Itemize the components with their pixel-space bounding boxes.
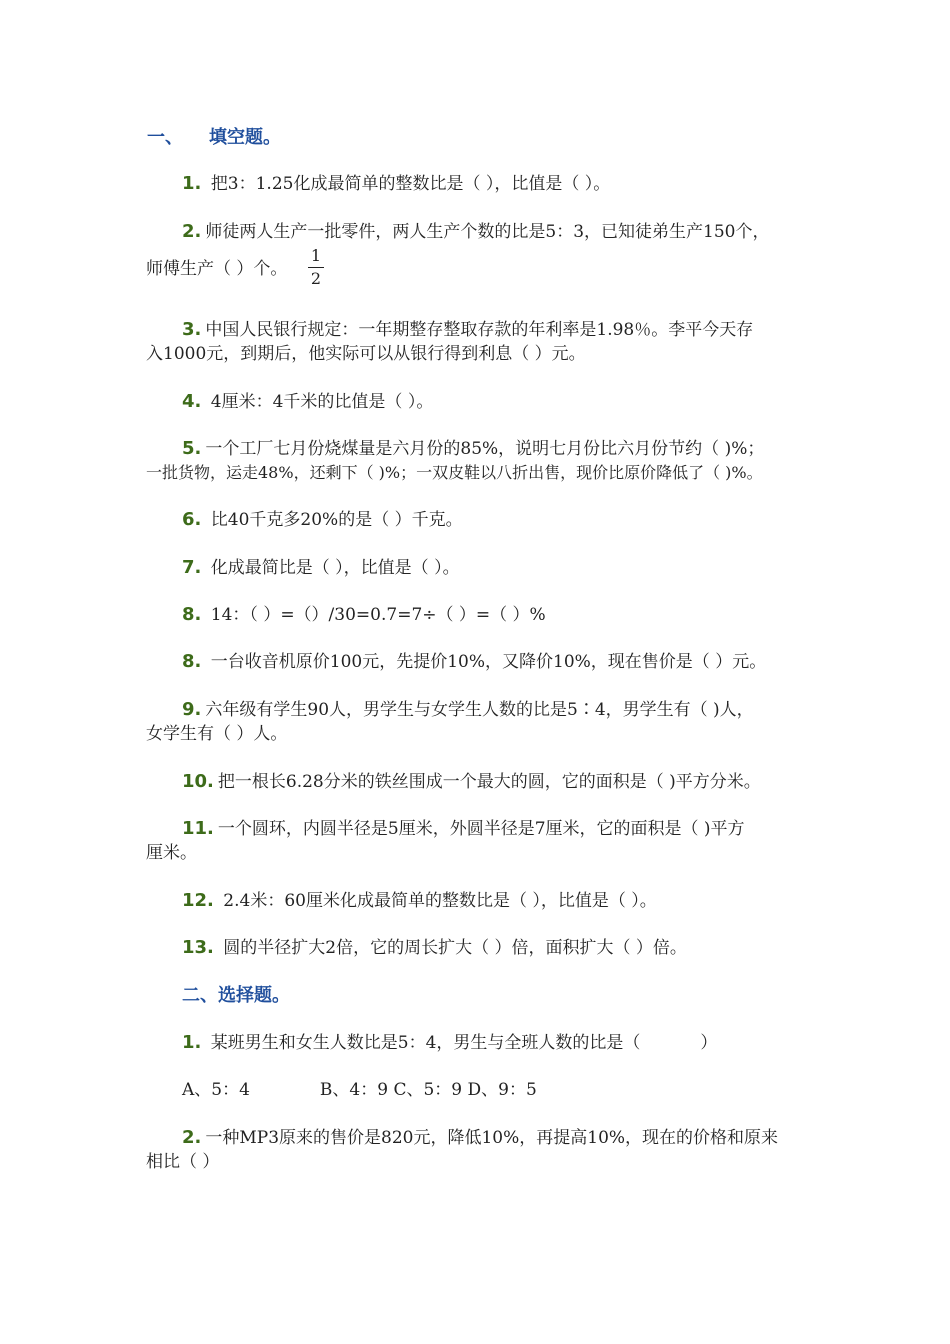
question-text: 把一根长6.28分米的铁丝围成一个最大的圆，它的面积是（ )平方分米。	[217, 772, 761, 792]
fraction-bar	[308, 267, 324, 268]
question-text: 化成最简比是（ ），比值是（ ）。	[205, 558, 460, 578]
section-1-number: 一、	[147, 127, 183, 148]
question-text: 厘米。	[146, 843, 197, 863]
question-3-line-1	[182, 318, 950, 342]
option-a: A、5：4	[182, 1080, 250, 1100]
question-5-line-1	[182, 437, 950, 461]
question-text: 师傅生产（ ）个。	[146, 259, 288, 279]
question-text: 某班男生和女生人数比是5：4，男生与全班人数的比是（	[205, 1033, 641, 1053]
question-number: 9.	[182, 699, 202, 720]
choice-question-1-options	[182, 1078, 950, 1102]
question-number: 10.	[182, 771, 214, 792]
question-text: 六年级有学生90人，男学生与女学生人数的比是5∶4，男学生有（ )人，	[205, 700, 754, 720]
question-11-line-1	[182, 817, 950, 841]
question-close-paren: ）	[700, 1033, 718, 1053]
question-number: 7.	[182, 557, 202, 578]
question-number: 2.	[182, 1127, 202, 1148]
question-text: 一个工厂七月份烧煤量是六月份的85%，说明七月份比六月份节约（ )%；	[205, 439, 765, 459]
question-text: 师徒两人生产一批零件，两人生产个数的比是5：3，已知徒弟生产150个，	[205, 222, 770, 242]
section-1-title: 填空题。	[209, 127, 281, 148]
choice-question-2-line-2	[146, 1150, 950, 1174]
question-text: 中国人民银行规定：一年期整存整取存款的年利率是1.98％。李平今天存	[205, 320, 754, 340]
question-number: 3.	[182, 319, 202, 340]
choice-question-2-line-1	[182, 1126, 950, 1150]
question-2-line-1	[182, 220, 950, 244]
question-text: 一批货物，运走48%，还剩下（ )%；一双皮鞋以八折出售，现价比原价降低了（ )%。	[146, 463, 763, 482]
question-9-line-2	[146, 722, 950, 746]
question-text: 一台收音机原价100元，先提价10%，又降价10%，现在售价是（ ）元。	[205, 652, 767, 672]
section-1-heading	[147, 126, 950, 150]
question-number: 2.	[182, 221, 202, 242]
question-text: 相比（ ）	[146, 1152, 220, 1172]
fraction-one-half	[306, 246, 326, 289]
question-8-radio	[182, 650, 950, 674]
question-7	[182, 556, 950, 580]
section-2-heading	[182, 984, 950, 1008]
fraction-numerator: 1	[310, 246, 322, 265]
question-10	[182, 770, 950, 794]
fraction-denominator: 2	[310, 269, 322, 288]
question-3-line-2	[146, 342, 950, 366]
question-text: 女学生有（ ）人。	[146, 724, 288, 744]
question-number: 6.	[182, 509, 202, 530]
question-number: 8.	[182, 604, 202, 625]
question-1	[182, 172, 950, 196]
question-4	[182, 390, 950, 414]
question-5-line-2	[146, 461, 950, 485]
question-text: 把3：1.25化成最简单的整数比是（ ），比值是（ ）。	[205, 174, 611, 194]
question-9-line-1	[182, 698, 950, 722]
question-number: 11.	[182, 818, 214, 839]
question-text: 2.4米：60厘米化成最简单的整数比是（ ），比值是（ ）。	[217, 891, 657, 911]
question-text: 4厘米：4千米的比值是（ ）。	[205, 392, 434, 412]
question-number: 8.	[182, 651, 202, 672]
choice-question-1	[182, 1031, 950, 1055]
options-b-c-d: B、4：9 C、5：9 D、9：5	[319, 1080, 537, 1100]
question-text: 一个圆环，内圆半径是5厘米，外圆半径是7厘米，它的面积是（ )平方	[217, 819, 745, 839]
question-8-ratio	[182, 603, 950, 627]
question-text: 比40千克多20%的是（ ）千克。	[205, 510, 463, 530]
question-number: 13.	[182, 937, 214, 958]
section-2-title: 二、选择题。	[182, 985, 290, 1006]
question-text: 14：（ ）=（）/30=0.7=7÷（ ）=（ ）%	[205, 605, 546, 625]
question-number: 1.	[182, 1032, 202, 1053]
question-13	[182, 936, 950, 960]
question-number: 5.	[182, 438, 202, 459]
question-text: 入1000元，到期后，他实际可以从银行得到利息（ ）元。	[146, 344, 586, 364]
question-11-line-2	[146, 841, 950, 865]
question-2-line-2	[146, 257, 950, 281]
question-text: 圆的半径扩大2倍，它的周长扩大（ ）倍，面积扩大（ ）倍。	[217, 938, 687, 958]
question-number: 1.	[182, 173, 202, 194]
question-number: 12.	[182, 890, 214, 911]
question-12	[182, 889, 950, 913]
question-6	[182, 508, 950, 532]
question-text: 一种MP3原来的售价是820元，降低10%，再提高10%，现在的价格和原来	[205, 1128, 779, 1148]
question-number: 4.	[182, 391, 202, 412]
